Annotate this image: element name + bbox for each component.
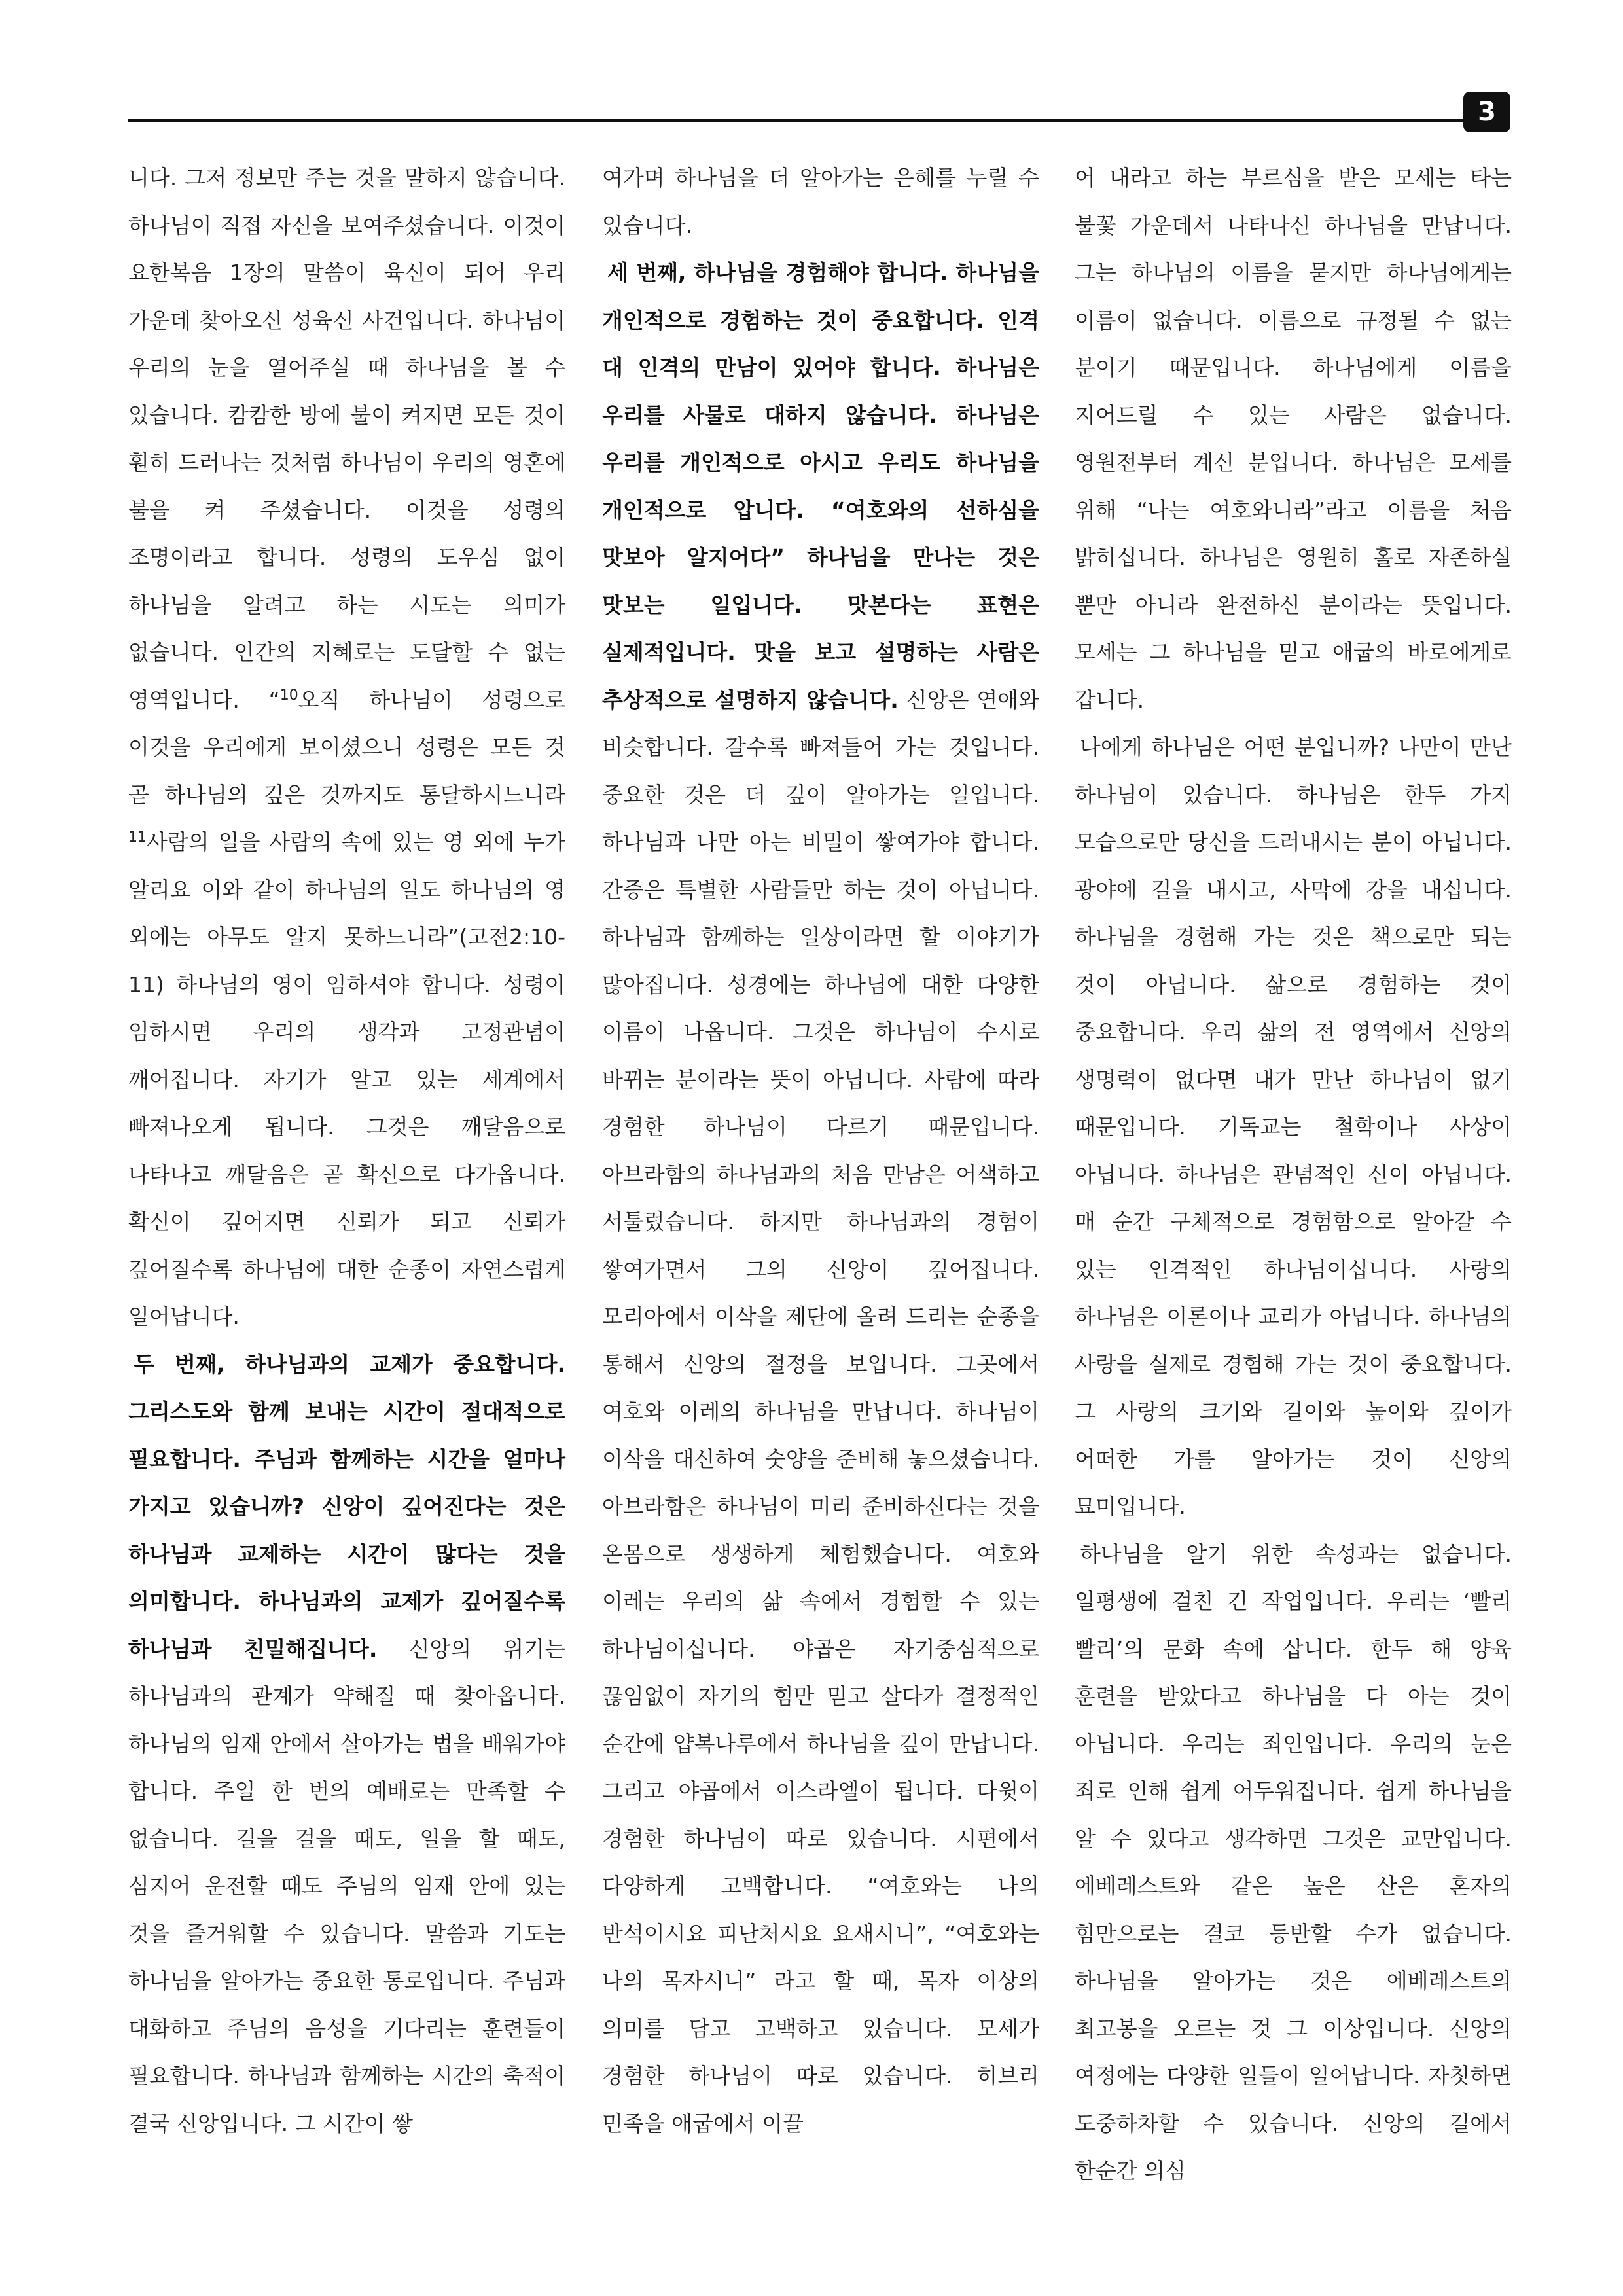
header-rule [128,119,1463,122]
paragraph [1075,1531,1512,2195]
text: 사람의 일을 사람의 속에 있는 영 외에 누가 알리요 이와 같이 하나님의 일도 하나님의 영 외에는 아무도 알지 못하느니라”(고전2:10-11) 하나님의 영이 임하셔야 합니다. 성령이 임하시면 우리의 생각과 고정관념이 깨어집니다. 자기가 알고 있는 세계에서 빠져나오게 됩니다. 그것은 깨달음으로 나타나고 깨달음은 곧 확신으로 다가옵니다. 확신이 깊어지면 신뢰가 되고 신뢰가 깊어질수록 하나님에 대한 순종이 자연스럽게 일어납니다. [128,829,565,1329]
text: 여가며 하나님을 더 알아가는 은혜를 누릴 수 있습니다. [602,165,1039,238]
bold-text: 세 번째, 하나님을 경험해야 합니다. 하나님을 개인적으로 경험하는 것이 중요합니다. 인격 대 인격의 만남이 있어야 합니다. 하나님은 우리를 사물로 대하지 않습니다. 하나님은 우리를 개인적으로 아시고 우리도 하나님을 개인적으로 압니다. “여호와의 선하심을 맛보아 알지어다” 하나님을 만나는 것은 맛보는 일입니다. 맛본다는 표현은 실제적입니다. 맛을 보고 설명하는 사람은 추상적으로 설명하지 않습니다. [602,260,1039,713]
column-2 [602,154,1039,2147]
text: 어 내라고 하는 부르심을 받은 모세는 타는 불꽃 가운데서 나타나신 하나님을 만납니다. 그는 하나님의 이름을 묻지만 하나님에게는 이름이 없습니다. 이름으로 규정될 수 없는 분이기 때문입니다. 하나님에게 이름을 지어드릴 수 있는 사람은 없습니다. 영원전부터 계신 분입니다. 하나님은 모세를 위해 “나는 여호와니라”라고 이름을 처음 밝히십니다. 하나님은 영원히 홀로 자존하실 뿐만 아니라 완전하신 분이라는 뜻입니다. 모세는 그 하나님을 믿고 애굽의 바로에게로 갑니다. [1075,165,1512,713]
text: 신앙의 위기는 하나님과의 관계가 약해질 때 찾아옵니다. 하나님의 임재 안에서 살아가는 법을 배워가야 합니다. 주일 한 번의 예배로는 만족할 수 없습니다. 길을 걸을 때도, 일을 할 때도, 심지어 운전할 때도 주님의 임재 안에 있는 것을 즐거워할 수 있습니다. 말씀과 기도는 하나님을 알아가는 중요한 통로입니다. 주님과 대화하고 주님의 음성을 기다리는 훈련들이 필요합니다. 하나님과 함께하는 시간의 축적이 결국 신앙입니다. 그 시간이 쌓 [128,1636,565,2136]
paragraph [602,249,1039,2147]
bold-text: 두 번째, 하나님과의 교제가 중요합니다. 그리스도와 함께 보내는 시간이 절대적으로 필요합니다. 주님과 함께하는 시간을 얼마나 가지고 있습니까? 신앙이 깊어진다는 것은 하나님과 교제하는 시간이 많다는 것을 의미합니다. 하나님과의 교제가 깊어질수록 하나님과 친밀해집니다. [128,1351,565,1662]
paragraph [128,1341,565,2148]
text: 신앙은 연애와 비슷합니다. 갈수록 빠져들어 가는 것입니다. 중요한 것은 더 깊이 알아가는 일입니다. 하나님과 나만 아는 비밀이 쌓여가야 합니다. 간증은 특별한 사람들만 하는 것이 아닙니다. 하나님과 함께하는 일상이라면 할 이야기가 많아집니다. 성경에는 하나님에 대한 다양한 이름이 나옵니다. 그것은 하나님이 수시로 바뀌는 분이라는 뜻이 아닙니다. 사람에 따라 경험한 하나님이 다르기 때문입니다. 아브라함의 하나님과의 처음 만남은 어색하고 서툴렀습니다. 하지만 하나님과의 경험이 쌓여가면서 그의 신앙이 깊어집니다. 모리아에서 이삭을 제단에 올려 드리는 순종을 통해서 신앙의 절정을 보입니다. 그곳에서 여호와 이레의 하나님을 만납니다. 하나님이 이삭을 대신하여 숫양을 준비해 놓으셨습니다. 아브라함은 하나님이 미리 준비하신다는 것을 온몸으로 생생하게 체험했습니다. 여호와 이레는 우리의 삶 속에서 경험할 수 있는 하나님이십니다. 야곱은 자기중심적으로 끊임없이 자기의 힘만 믿고 살다가 결정적인 순간에 얍복나루에서 하나님을 깊이 만납니다. 그리고 야곱에서 이스라엘이 됩니다. 다윗이 경험한 하나님이 따로 있습니다. 시편에서 다양하게 고백합니다. “여호와는 나의 반석이시요 피난처시요 요새시니”, “여호와는 나의 목자시니” 라고 할 때, 목자 이상의 의미를 담고 고백하고 있습니다. 모세가 경험한 하나님이 따로 있습니다. 히브리 민족을 애굽에서 이끌 [602,687,1039,2136]
column-3 [1075,154,1512,2195]
text: 나에게 하나님은 어떤 분입니까? 나만이 만난 하나님이 있습니다. 하나님은 한두 가지 모습으로만 당신을 드러내시는 분이 아닙니다. 광야에 길을 내시고, 사막에 강을 내십니다. 하나님을 경험해 가는 것은 책으로만 되는 것이 아닙니다. 삶으로 경험하는 것이 중요합니다. 우리 삶의 전 영역에서 신앙의 생명력이 없다면 내가 만난 하나님이 없기 때문입니다. 기독교는 철학이나 사상이 아닙니다. 하나님은 관념적인 신이 아닙니다. 매 순간 구체적으로 경험함으로 알아갈 수 있는 인격적인 하나님이십니다. 사랑의 하나님은 이론이나 교리가 아닙니다. 하나님의 사랑을 실제로 경험해 가는 것이 중요합니다. 그 사랑의 크기와 길이와 높이와 깊이가 어떠한 가를 알아가는 것이 신앙의 묘미입니다. [1075,734,1512,1519]
text: 니다. 그저 정보만 주는 것을 말하지 않습니다. 하나님이 직접 자신을 보여주셨습니다. 이것이 요한복음 1장의 말씀이 육신이 되어 우리 가운데 찾아오신 성육신 사건입니다. 하나님이 우리의 눈을 열어주실 때 하나님을 볼 수 있습니다. 캄캄한 방에 불이 켜지면 모든 것이 훤히 드러나는 것처럼 하나님이 우리의 영혼에 불을 켜 주셨습니다. 이것을 성령의 조명이라고 합니다. 성령의 도우심 없이 하나님을 알려고 하는 시도는 의미가 없습니다. 인간의 지혜로는 도달할 수 없는 영역입니다. “ [128,165,565,713]
page-number: 3 [1463,92,1510,132]
paragraph [1075,724,1512,1531]
verse-number: 10 [279,687,298,704]
text: 하나님을 알기 위한 속성과는 없습니다. 일평생에 걸친 긴 작업입니다. 우리는 ‘빨리 빨리’의 문화 속에 삽니다. 한두 해 양육 훈련을 받았다고 하나님을 다 아는 것이 아닙니다. 우리는 죄인입니다. 우리의 눈은 죄로 인해 쉽게 어두워집니다. 쉽게 하나님을 알 수 있다고 생각하면 그것은 교만입니다. 에베레스트와 같은 높은 산은 혼자의 힘만으로는 결코 등반할 수가 없습니다. 하나님을 알아가는 것은 에베레스트의 최고봉을 오르는 것 그 이상입니다. 신앙의 여정에는 다양한 일들이 일어납니다. 자칫하면 도중하차할 수 있습니다. 신앙의 길에서 한순간 의심 [1075,1541,1512,2183]
paragraph [1075,154,1512,724]
text: 오직 하나님이 성령으로 이것을 우리에게 보이셨으니 성령은 모든 것 곧 하나님의 깊은 것까지도 통달하시느니라 [128,687,566,808]
verse-number: 11 [128,829,147,846]
paragraph [128,154,565,1341]
paragraph [602,154,1039,249]
column-1 [128,154,565,2147]
